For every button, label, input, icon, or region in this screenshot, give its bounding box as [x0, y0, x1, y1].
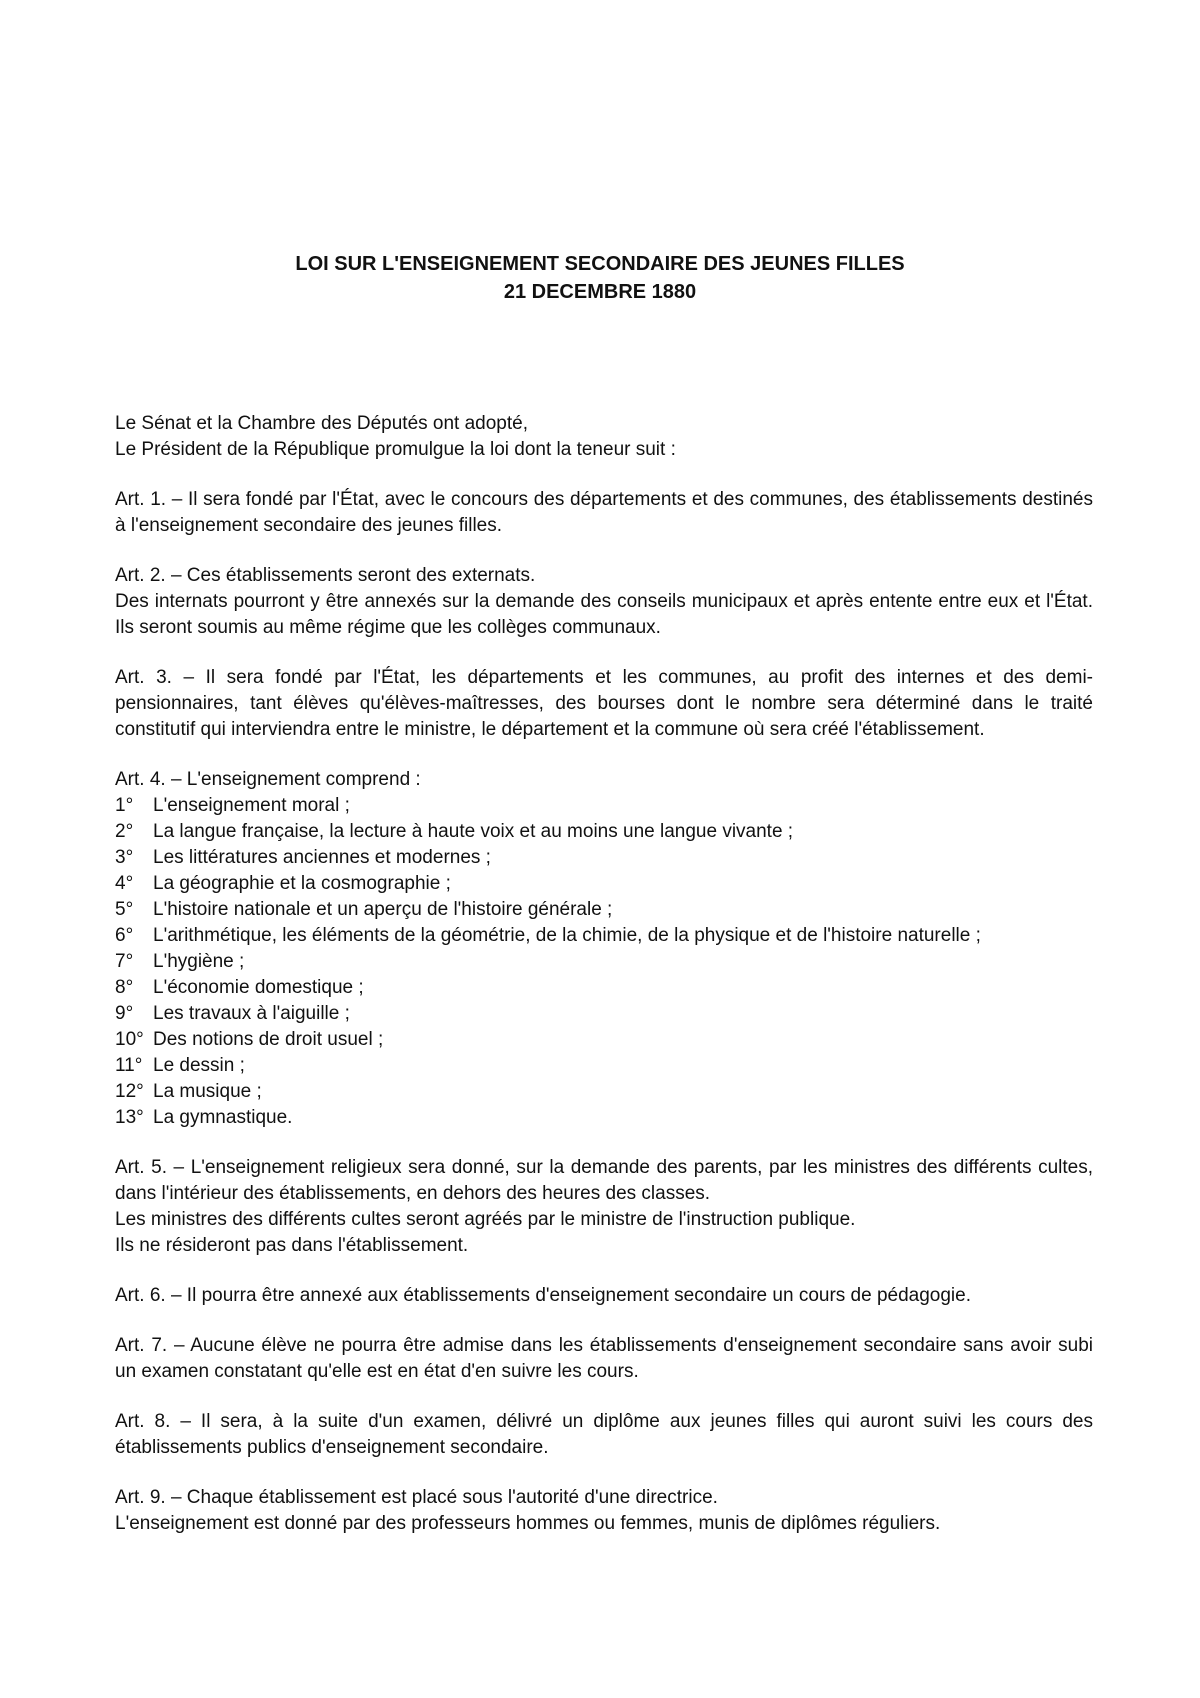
list-item-number: 10° — [115, 1029, 144, 1050]
list-item-number: 12° — [115, 1081, 144, 1102]
list-item-number: 7° — [115, 951, 134, 972]
title-date: 21 DECEMBRE 1880 — [503, 281, 697, 303]
article-8: Art. 8. – Il sera, à la suite d'un examen, délivré un diplôme aux jeunes filles qui auront suivi les cours des établissements publics d'enseignement secondaire. — [115, 1411, 1093, 1458]
article-9 — [115, 1485, 1093, 1537]
list-item-number: 8° — [115, 977, 134, 998]
list-item-text: L'hygiène ; — [153, 951, 245, 972]
article-7: Art. 7. – Aucune élève ne pourra être admise dans les établissements d'enseignement secondaire sans avoir subi un examen constatant qu'elle est en état d'en suivre les cours. — [115, 1335, 1093, 1382]
list-item-number: 11° — [115, 1055, 143, 1076]
article-5-line: Ils ne résideront pas dans l'établissement. — [115, 1235, 469, 1256]
list-item — [115, 1053, 1093, 1079]
list-item-text: L'économie domestique ; — [153, 977, 364, 998]
list-item-number: 4° — [115, 873, 134, 894]
list-item — [115, 793, 1093, 819]
article-1: Art. 1. – Il sera fondé par l'État, avec le concours des départements et des communes, des établissements destinés à l'enseignement secondaire des jeunes filles. — [115, 489, 1093, 536]
list-item — [115, 1027, 1093, 1053]
list-item-text: Le dessin ; — [153, 1055, 245, 1076]
list-item-number: 2° — [115, 821, 134, 842]
list-item-number: 1° — [115, 795, 134, 816]
list-item-text: L'histoire nationale et un aperçu de l'histoire générale ; — [153, 899, 613, 920]
preamble-line: Le Président de la République promulgue la loi dont la teneur suit : — [115, 439, 676, 460]
article-3: Art. 3. – Il sera fondé par l'État, les départements et les communes, au profit des internes et des demi-pensionnaires, tant élèves qu'élèves-maîtresses, des bourses dont le nombre sera déterminé dans le traité constitutif qui interviendra entre le ministre, le département et la commune où sera créé l'établissement. — [115, 667, 1093, 740]
article-2 — [115, 563, 1093, 641]
article-5-line: Art. 5. – L'enseignement religieux sera donné, sur la demande des parents, par les ministres des différents cultes, dans l'intérieur des établissements, en dehors des heures des classes. — [115, 1157, 1093, 1204]
article-9-line: L'enseignement est donné par des professeurs hommes ou femmes, munis de diplômes réguliers. — [115, 1513, 941, 1534]
list-item-text: Les travaux à l'aiguille ; — [153, 1003, 350, 1024]
list-item-number: 3° — [115, 847, 134, 868]
document-body — [115, 411, 1093, 1561]
list-item — [115, 949, 1093, 975]
list-item-text: La gymnastique. — [153, 1107, 293, 1128]
list-item-text: La musique ; — [153, 1081, 262, 1102]
list-item-text: La géographie et la cosmographie ; — [153, 873, 451, 894]
document-title — [0, 250, 1200, 306]
preamble — [115, 411, 1093, 463]
list-item — [115, 1001, 1093, 1027]
list-item — [115, 845, 1093, 871]
list-item-text: L'enseignement moral ; — [153, 795, 350, 816]
article-5-line: Les ministres des différents cultes seront agréés par le ministre de l'instruction publique. — [115, 1209, 856, 1230]
list-item-text: Des notions de droit usuel ; — [153, 1029, 384, 1050]
list-item — [115, 1079, 1093, 1105]
article-2-line: Des internats pourront y être annexés sur la demande des conseils municipaux et après entente entre eux et l'État. Ils seront soumis au même régime que les collèges communaux. — [115, 591, 1093, 638]
article-6: Art. 6. – Il pourra être annexé aux établissements d'enseignement secondaire un cours de pédagogie. — [115, 1285, 972, 1306]
list-item-number: 6° — [115, 925, 134, 946]
list-item — [115, 1105, 1093, 1131]
list-item — [115, 819, 1093, 845]
list-item — [115, 897, 1093, 923]
article-5 — [115, 1155, 1093, 1259]
preamble-line: Le Sénat et la Chambre des Députés ont adopté, — [115, 413, 528, 434]
article-9-line: Art. 9. – Chaque établissement est placé sous l'autorité d'une directrice. — [115, 1487, 718, 1508]
article-4-intro: Art. 4. – L'enseignement comprend : — [115, 769, 421, 790]
list-item-text: La langue française, la lecture à haute voix et au moins une langue vivante ; — [153, 821, 794, 842]
list-item-number: 5° — [115, 899, 134, 920]
list-item-text: L'arithmétique, les éléments de la géométrie, de la chimie, de la physique et de l'histoire naturelle ; — [153, 925, 981, 946]
article-4-list — [115, 793, 1093, 1131]
list-item — [115, 923, 1093, 949]
title-line: LOI SUR L'ENSEIGNEMENT SECONDAIRE DES JEUNES FILLES — [295, 253, 905, 275]
list-item — [115, 975, 1093, 1001]
list-item-number: 13° — [115, 1107, 144, 1128]
article-4 — [115, 767, 1093, 1131]
article-2-line: Art. 2. – Ces établissements seront des externats. — [115, 565, 536, 586]
list-item — [115, 871, 1093, 897]
list-item-text: Les littératures anciennes et modernes ; — [153, 847, 491, 868]
list-item-number: 9° — [115, 1003, 134, 1024]
